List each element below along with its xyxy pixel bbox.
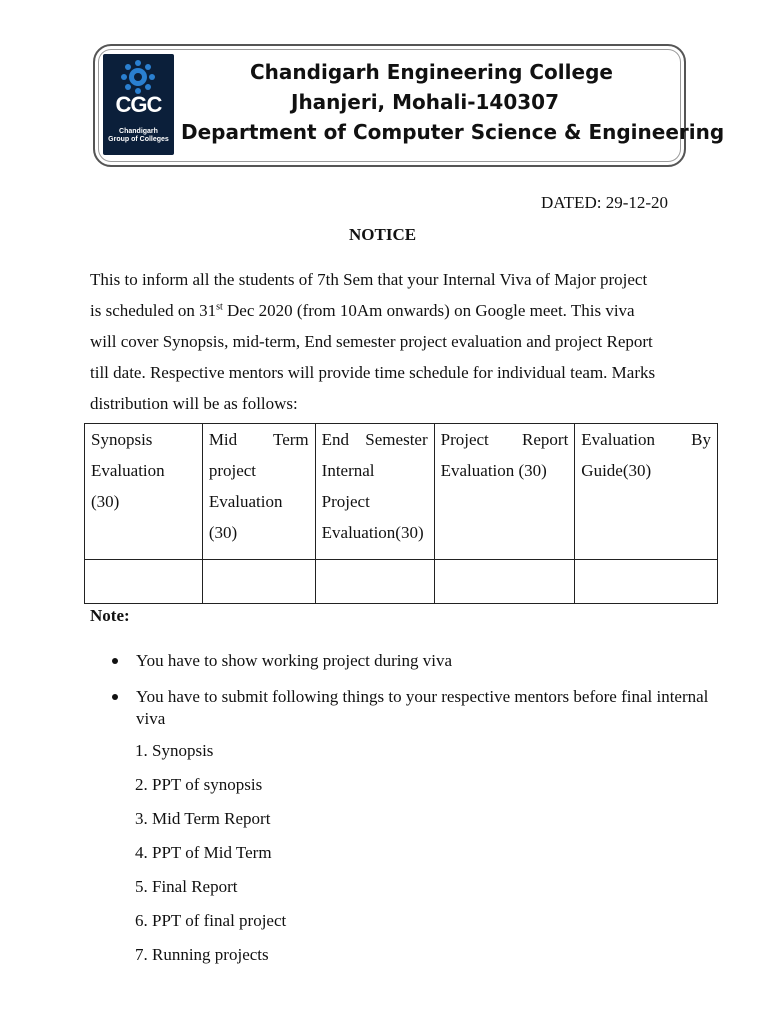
cell-line: End Semester <box>321 430 428 449</box>
list-item: 1. Synopsis <box>135 741 214 760</box>
table-header-row <box>85 424 718 560</box>
note-label: Note: <box>90 606 130 625</box>
cell-line: (30) <box>91 492 120 511</box>
cell-line: Synopsis <box>91 430 153 449</box>
table-cell <box>85 560 203 604</box>
table-cell <box>434 424 575 560</box>
department-name: Department of Computer Science & Engineering <box>181 120 725 144</box>
logo-caption <box>105 128 172 144</box>
table-cell <box>85 424 203 560</box>
list-item: 6. PPT of final project <box>135 911 287 930</box>
list-item: 2. PPT of synopsis <box>135 775 263 794</box>
bullet-text: You have to show working project during viva <box>136 651 453 670</box>
body-line: This to inform all the students of 7th Sem that your Internal Viva of Major project <box>90 270 648 289</box>
table-row <box>85 560 718 604</box>
bullet-icon <box>112 694 118 700</box>
notice-date: DATED: 29-12-20 <box>541 193 669 212</box>
marks-distribution-table <box>84 423 718 604</box>
cell-line: Internal <box>321 461 375 480</box>
notice-title: NOTICE <box>349 225 417 244</box>
body-line2-post: Dec 2020 (from 10Am onwards) on Google meet. This viva <box>222 301 635 320</box>
body-line2-pre: is scheduled on 31 <box>90 301 217 320</box>
bullet-icon <box>112 658 118 664</box>
college-name: Chandigarh Engineering College <box>250 60 613 84</box>
bullet-list <box>110 650 710 744</box>
list-item: 5. Final Report <box>135 877 238 896</box>
cell-line: Guide(30) <box>581 461 652 480</box>
cell-line: Evaluation(30) <box>321 523 424 542</box>
college-logo <box>103 54 174 155</box>
body-line: distribution will be as follows: <box>90 394 298 413</box>
logo-caption-line2: Group of Colleges <box>108 136 169 143</box>
table-cell <box>575 560 718 604</box>
logo-letters: CGC <box>115 92 162 117</box>
college-address: Jhanjeri, Mohali-140307 <box>291 90 559 114</box>
cell-line: Evaluation By <box>581 430 711 449</box>
cell-line: Project <box>321 492 370 511</box>
list-item <box>110 650 710 672</box>
list-item: 3. Mid Term Report <box>135 809 271 828</box>
cell-line: Evaluation <box>91 461 165 480</box>
cell-line: Evaluation <box>208 492 283 511</box>
list-item: 4. PPT of Mid Term <box>135 843 272 862</box>
list-item: 7. Running projects <box>135 945 269 964</box>
notice-body <box>90 264 710 419</box>
cell-line: (30) <box>208 523 238 542</box>
cell-line: Mid Term <box>208 430 309 449</box>
body-line: till date. Respective mentors will provide time schedule for individual team. Marks <box>90 363 656 382</box>
table-cell <box>575 424 718 560</box>
cell-line: project <box>208 461 257 480</box>
bullet-text: You have to submit following things to your respective mentors before final internal viva <box>136 687 709 728</box>
cell-line: Evaluation (30) <box>440 461 547 480</box>
body-line <box>90 295 710 326</box>
table-cell <box>202 424 315 560</box>
table-cell <box>434 560 575 604</box>
gear-icon <box>119 60 157 94</box>
table-cell <box>202 560 315 604</box>
logo-caption-line1: Chandigarh <box>119 128 158 135</box>
date-suffix: st <box>216 301 223 313</box>
table-cell <box>315 560 434 604</box>
cell-line: Project Report <box>440 430 569 449</box>
table-cell <box>315 424 434 560</box>
submission-list <box>135 740 286 978</box>
body-line: will cover Synopsis, mid-term, End semester project evaluation and project Report <box>90 332 653 351</box>
list-item <box>110 686 710 730</box>
